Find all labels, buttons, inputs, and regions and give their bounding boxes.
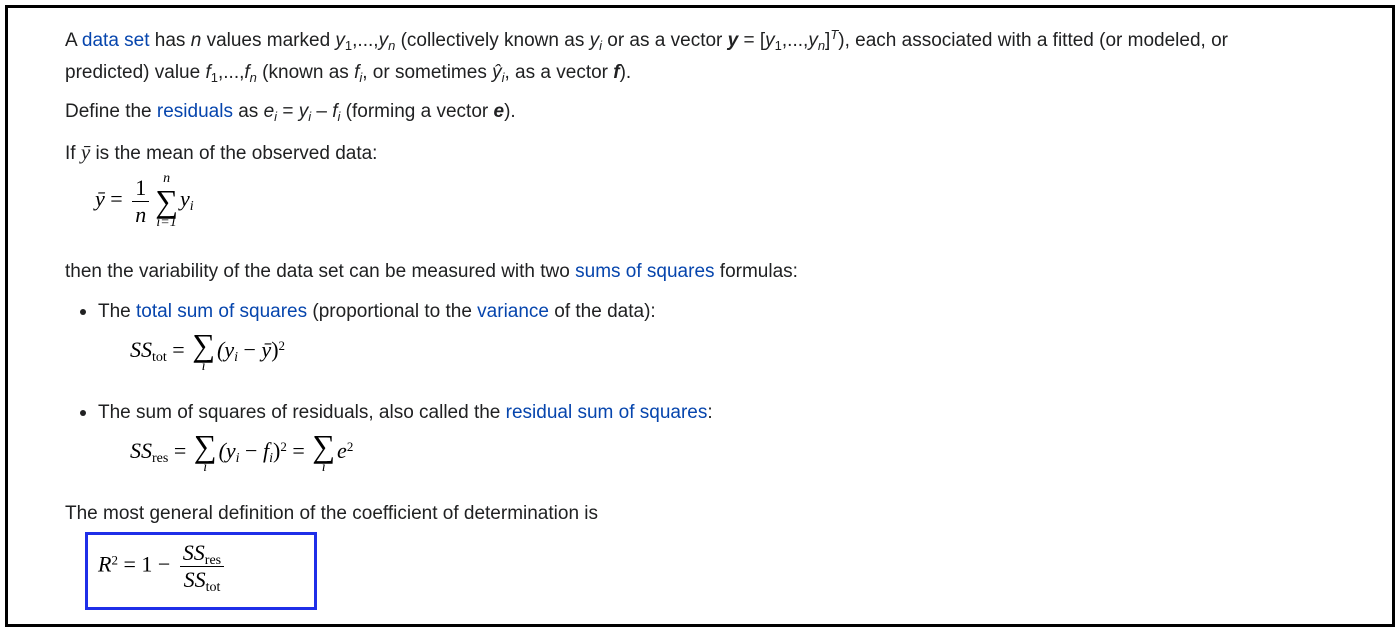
math-var: f: [205, 62, 211, 83]
math-sub: n: [249, 70, 257, 85]
text: or as a vector: [601, 30, 728, 51]
math-sub: 1: [774, 38, 782, 53]
text: (proportional to the: [307, 301, 478, 322]
math-op: ): [272, 438, 281, 464]
link-variance[interactable]: variance: [477, 301, 549, 322]
text: as: [232, 101, 264, 122]
math-op: =: [173, 438, 187, 464]
link-total-sum-of-squares[interactable]: total sum of squares: [136, 301, 308, 322]
sigma-icon: ∑: [192, 327, 216, 363]
text: ).: [504, 101, 516, 122]
math-var: y: [335, 30, 345, 51]
text: The most general definition of the coefficient of determination is: [65, 503, 599, 524]
text: then the variability of the data set can be measured with two: [65, 261, 576, 282]
bullet-residual-sum: [98, 401, 713, 425]
math-var: SS: [182, 540, 205, 565]
paragraph-variability: [65, 260, 798, 284]
sigma-icon: ∑: [193, 428, 217, 464]
math-sub: i: [269, 451, 273, 467]
text: ), each associated with a fitted (or modeled, or: [838, 30, 1228, 51]
text: A: [65, 30, 82, 51]
text: , as a vector: [504, 62, 614, 83]
sum-lower: i: [201, 359, 206, 374]
math-var: f: [262, 438, 270, 464]
math-sub: 1: [344, 38, 353, 53]
math-sub: i: [359, 70, 363, 85]
math-op: −: [239, 438, 263, 464]
math-sup: 2: [111, 552, 118, 568]
numerator: 1: [132, 175, 149, 202]
text: ]: [825, 30, 831, 51]
summation: [192, 327, 216, 374]
link-residual-sum-of-squares[interactable]: residual sum of squares: [505, 402, 708, 423]
denominator: n: [135, 201, 147, 227]
text: (forming a vector: [340, 101, 494, 122]
math-var: ȳ: [261, 337, 272, 363]
text: predicted) value: [65, 62, 206, 83]
math-vector: y: [727, 30, 739, 51]
text: =: [277, 101, 299, 122]
paragraph-mean: [65, 140, 377, 166]
paragraph-fitted: [65, 61, 631, 85]
text: ,...,: [781, 30, 809, 51]
math-sub: res: [204, 553, 222, 568]
math-sub: i: [337, 109, 341, 124]
summation: [193, 428, 217, 475]
math-vector: e: [493, 101, 505, 122]
math-number: 1: [141, 551, 153, 577]
text: has: [149, 30, 191, 51]
text: values marked: [201, 30, 336, 51]
math-sub: tot: [152, 350, 167, 366]
math-expr: (y: [217, 337, 235, 363]
sum-lower: i=1: [156, 215, 177, 230]
ssres-formula: [130, 428, 354, 475]
math-expr: (y: [218, 438, 236, 464]
r2-formula: [98, 540, 228, 593]
math-sup: 2: [278, 338, 286, 354]
sigma-icon: ∑: [155, 183, 178, 219]
fraction: [180, 540, 224, 593]
text: (known as: [256, 62, 355, 83]
math-sup: 2: [346, 439, 354, 455]
math-sub: i: [308, 109, 312, 124]
link-residuals[interactable]: residuals: [156, 101, 233, 122]
math-var: e: [337, 438, 347, 464]
text: The sum of squares of residuals, also called the: [98, 402, 506, 423]
math-vector: f: [613, 62, 620, 83]
sum-lower: i: [321, 460, 326, 475]
math-op: =: [172, 337, 185, 363]
math-op: =: [292, 438, 305, 464]
math-op: =: [123, 551, 136, 577]
math-var: y: [180, 186, 190, 212]
text: (collectively known as: [395, 30, 590, 51]
sigma-icon: ∑: [312, 428, 336, 464]
text: Define the: [65, 101, 157, 122]
math-var: f: [332, 101, 338, 122]
text: :: [707, 402, 713, 423]
paragraph-data-set: [65, 29, 1228, 53]
math-var: f: [354, 62, 360, 83]
math-var: y: [378, 30, 389, 51]
text: The: [98, 301, 137, 322]
math-var: ȳ: [95, 186, 105, 212]
math-var: e: [263, 101, 275, 122]
math-var: ŷ: [492, 62, 502, 83]
math-var: R: [98, 551, 112, 577]
math-sub: n: [388, 38, 396, 53]
math-sub: i: [234, 350, 238, 366]
mean-formula: [95, 172, 194, 230]
bullet-total-sum: [98, 300, 656, 324]
text: ,...,: [217, 62, 245, 83]
text: If: [65, 143, 81, 164]
math-op: ): [271, 337, 279, 363]
text: is the mean of the observed data:: [90, 143, 378, 164]
math-sup: T: [830, 27, 839, 42]
sstot-formula: [130, 327, 286, 374]
link-data-set[interactable]: data set: [81, 30, 150, 51]
math-sup: 2: [280, 439, 287, 455]
math-sub: i: [189, 199, 194, 215]
math-var: y: [298, 101, 309, 122]
paragraph-residuals: [65, 100, 516, 124]
bullet-icon: [80, 410, 86, 416]
math-sub: i: [501, 70, 505, 85]
text: formulas:: [714, 261, 798, 282]
math-var: ȳ: [80, 140, 91, 164]
link-sums-of-squares[interactable]: sums of squares: [575, 261, 715, 282]
math-var: y: [765, 30, 775, 51]
math-op: −: [238, 337, 262, 363]
bullet-icon: [80, 309, 86, 315]
math-var: SS: [130, 438, 152, 464]
math-sub: res: [152, 451, 169, 467]
summation: [155, 172, 178, 230]
math-var: y: [589, 30, 600, 51]
text: of the data):: [549, 301, 656, 322]
text: = [: [738, 30, 766, 51]
math-op: =: [110, 186, 123, 212]
math-sub: i: [274, 109, 278, 124]
math-op: −: [157, 551, 171, 577]
math-sub: 1: [210, 70, 218, 85]
denominator: [180, 567, 224, 593]
text: , or sometimes: [362, 62, 493, 83]
numerator: [180, 540, 224, 567]
math-sub: i: [235, 451, 240, 467]
paragraph-definition: [65, 502, 598, 526]
math-sub: tot: [205, 580, 221, 595]
text: ,...,: [352, 30, 379, 51]
math-var: SS: [183, 567, 206, 592]
math-var: f: [244, 62, 250, 83]
math-sub: n: [817, 38, 826, 53]
text: ).: [619, 62, 632, 83]
math-sub: i: [599, 38, 602, 53]
text: –: [311, 101, 333, 122]
summation: [312, 428, 336, 475]
sum-lower: i: [203, 460, 208, 475]
math-var: SS: [130, 337, 152, 363]
math-var: n: [190, 30, 202, 51]
math-var: y: [808, 30, 818, 51]
fraction: [132, 175, 149, 228]
sum-upper: n: [163, 171, 171, 186]
